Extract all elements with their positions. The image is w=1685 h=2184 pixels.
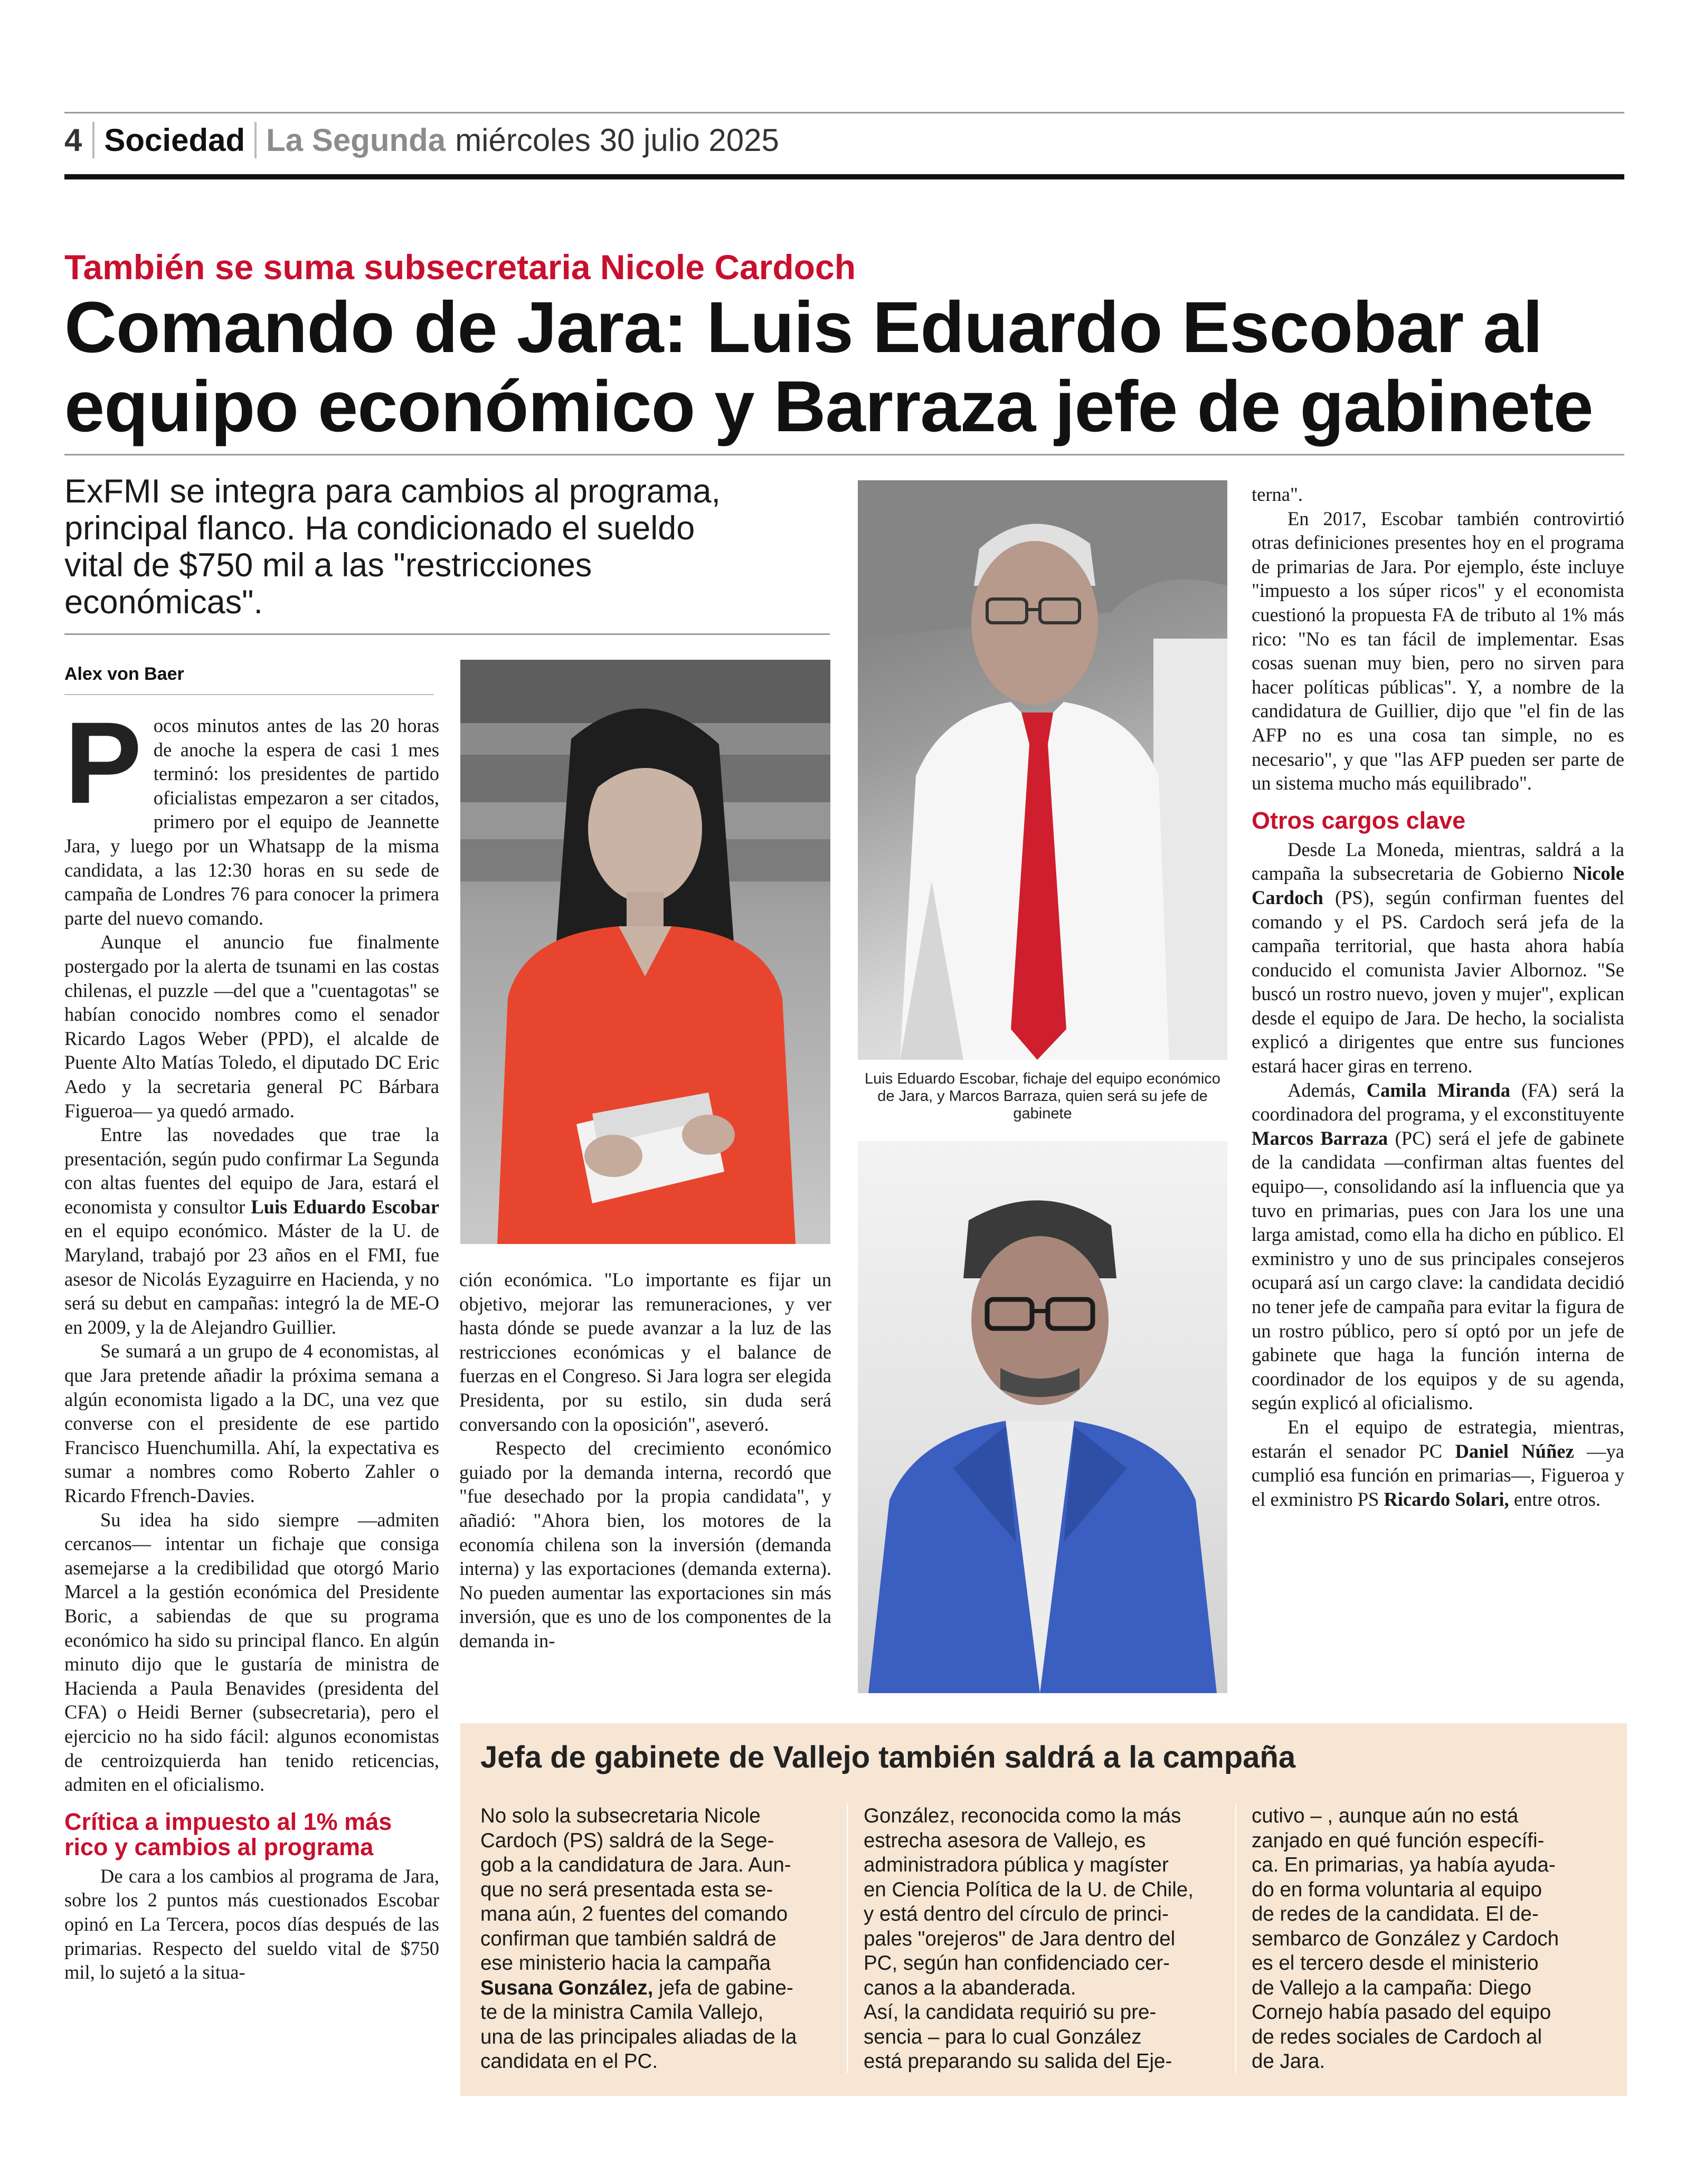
sidebar-line: estrecha asesora de Vallejo, es xyxy=(864,1829,1146,1852)
photo-caption: Luis Eduardo Escobar, fichaje del equipo económico de Jara, y Marcos Barraza, quien será su jefe de gabinete xyxy=(865,1070,1220,1122)
sidebar-line: ca. En primarias, ya había ayuda- xyxy=(1252,1854,1556,1876)
sidebar-line: te de la ministra Camila Vallejo, xyxy=(480,2001,764,2024)
sidebar-line: Susana González, jefa de gabine- xyxy=(480,1976,793,1999)
sidebar-line: gob a la candidatura de Jara. Aun- xyxy=(480,1854,791,1876)
paragraph: ocos minutos antes de las 20 horas de anoche la espera de casi 1 mes terminó: los presidentes de partido oficialistas empezaron a ser citados, primero por el equipo de Jeannette Jara, y luego por un Whatsapp de la misma candidata, a las 12:30 horas en su sede de campaña de Londres 76 para conocer la primera parte del nuevo comando. xyxy=(64,715,439,929)
paragraph: Entre las novedades que trae la presentación, según pudo confirmar La Segunda con altas fuentes del equipo de Jara, estará el economista y consultor Luis Eduardo Escobar en el equipo económico. Máster de la U. de Maryland, trabajó por 23 años en el FMI, fue asesor de Nicolás Eyzaguirre en Hacienda, y no será su debut en campañas: integró la de ME-O en 2009, y la de Alejandro Guillier. xyxy=(64,1124,439,1338)
deck xyxy=(64,473,825,621)
subheading: Otros cargos clave xyxy=(1252,806,1466,834)
sidebar-line: candidata en el PC. xyxy=(480,2050,658,2073)
photo-marcos-barraza xyxy=(858,1141,1227,1693)
article-column-3 xyxy=(1252,482,1624,1511)
sidebar-column-3 xyxy=(1252,1804,1616,2074)
paragraph: En 2017, Escobar también controvirtió otras definiciones presentes hoy en el programa de primarias de Jara. Por ejemplo, éste incluye "impuesto a los súper ricos" y el economista cuestionó la propuesta FA de tributo al 1% más rico: "No es tan fácil de implementar. Esas cosas suenan muy bien, pero no sirven para hacer políticas públicas". Y, a nombre de la candidatura de Guillier, dijo que "el fin de las AFP no es una cosa tan simple, no es necesario", y que "las AFP pueden ser parte de un sistema mucho más equilibrado". xyxy=(1252,507,1624,794)
sidebar-line: ese ministerio hacia la campaña xyxy=(480,1952,771,1974)
sidebar-line: administradora pública y magíster xyxy=(864,1854,1169,1876)
paragraph: Respecto del crecimiento económico guiado por la demanda interna, recordó que "fue desechado por la propia candidata", y añadió: "Ahora bien, los motores de la economía chilena son la inversión (demanda interna) y las exportaciones (demanda externa). No pueden aumentar las exportaciones sin más inversión, que es uno de los componentes de la demanda in- xyxy=(459,1437,831,1651)
bold-name: Susana González, xyxy=(480,1976,654,1999)
sidebar-line: zanjado en qué función específi- xyxy=(1252,1829,1545,1852)
sidebar-line: de redes de la candidata. El de- xyxy=(1252,1903,1539,1925)
sidebar-line: está preparando su salida del Eje- xyxy=(864,2050,1172,2073)
paragraph: Se sumará a un grupo de 4 economistas, al que Jara pretende añadir la próxima semana a algún economista ligado a la DC, una vez que converse con el presidente de ese partido Francisco Huenchumilla. Ahí, la expectativa es sumar a nombres como Roberto Zahler o Ricardo Ffrench-Davies. xyxy=(64,1340,439,1506)
sidebar-line: que no será presentada esta se- xyxy=(480,1878,773,1901)
deck-rule xyxy=(64,633,830,635)
deck-line: económicas". xyxy=(64,584,263,621)
sidebar-line: Cornejo había pasado del equipo xyxy=(1252,2001,1551,2024)
sidebar-line: es el tercero desde el ministerio xyxy=(1252,1952,1539,1974)
paragraph: terna". xyxy=(1252,483,1303,505)
bold-name: Marcos Barraza xyxy=(1252,1127,1388,1149)
byline-rule xyxy=(64,694,434,695)
portrait-man-tie-illustration xyxy=(858,480,1227,1060)
top-rule xyxy=(64,112,1624,113)
page-header xyxy=(64,117,779,163)
paragraph: Aunque el anuncio fue finalmente postergado por la alerta de tsunami en las costas chilenas, el puzzle —del que a "cuentagotas" se habían conocido nombres como el senador Ricardo Lagos Weber (PPD), el alcalde de Puente Alto Matías Toledo, el diputado DC Eric Aedo y la secretaria general PC Bárbara Figueroa— ya quedó armado. xyxy=(64,931,439,1122)
paragraph: En el equipo de estrategia, mientras, estarán el senador PC Daniel Núñez —ya cumplió esa función en primarias—, Figueroa y el exministro PS Ricardo Solari, entre otros. xyxy=(1252,1416,1624,1510)
portrait-man-blue-jacket-illustration xyxy=(858,1141,1227,1693)
paragraph: De cara a los cambios al programa de Jara, sobre los 2 puntos más cuestionados Escobar opinó en La Tercera, pocos días después de las primarias. Respecto del sueldo vital de $750 mil, lo sujetó a la situa- xyxy=(64,1865,439,1983)
sidebar-line: Así, la candidata requirió su pre- xyxy=(864,2001,1157,2024)
sidebar-line: cutivo – , aunque aún no está xyxy=(1252,1805,1519,1827)
headline xyxy=(64,288,1624,447)
sidebar-column-rule xyxy=(847,1804,848,2073)
sidebar-line: de redes sociales de Cardoch al xyxy=(1252,2025,1542,2048)
paragraph: ción económica. "Lo importante es fijar un objetivo, mejorar las remuneraciones, y ver hasta dónde se puede avanzar a la luz de las restricciones económicas y el balance de fuerzas en el Congreso. Si Jara logra ser elegida Presidenta, por su estilo, sin duda será conversando con la oposición", aseveró. xyxy=(459,1269,831,1435)
bold-name: Ricardo Solari, xyxy=(1384,1488,1509,1510)
sidebar-line: PC, según han confidenciado cer- xyxy=(864,1952,1170,1974)
publication-name: La Segunda xyxy=(266,122,446,158)
article-column-2 xyxy=(459,1268,831,1653)
sidebar-column-2 xyxy=(864,1804,1212,2074)
sidebar-line: confirman que también saldrá de xyxy=(480,1927,777,1950)
kicker: También se suma subsecretaria Nicole Cardoch xyxy=(64,248,856,287)
headline-rule xyxy=(64,454,1624,455)
sidebar-line: canos a la abanderada. xyxy=(864,1976,1076,1999)
sidebar-line: en Ciencia Política de la U. de Chile, xyxy=(864,1878,1194,1901)
deck-line: vital de $750 mil a las "restricciones xyxy=(64,547,592,584)
sidebar-line: pales "orejeros" de Jara dentro del xyxy=(864,1927,1176,1950)
issue-date: miércoles 30 julio 2025 xyxy=(455,122,779,158)
sidebar-line: sencia – para lo cual González xyxy=(864,2025,1142,2048)
section-name: Sociedad xyxy=(94,122,257,158)
photo-luis-eduardo-escobar xyxy=(858,480,1227,1060)
paragraph: Además, Camila Miranda (FA) será la coordinadora del programa, y el exconstituyente Marcos Barraza (PC) será el jefe de gabinete de la candidata —confirman altas fuentes del equipo—, consolidando así la influencia que ya tuvo en primarias, pues con Jara los une una larga amistad, como ella ha dicho en público. El exministro y uno de sus principales consejeros ocupará así un cargo clave: la candidata decidió no tener jefe de campaña para evitar la figura de un rostro público, pero sí optó por un jefe de gabinete que haga la función interna de coordinador de los equipos y de su agenda, según explicó al oficialismo. xyxy=(1252,1079,1624,1414)
byline: Alex von Baer xyxy=(64,664,184,684)
bold-name: Camila Miranda xyxy=(1366,1079,1510,1101)
deck-line: ExFMI se integra para cambios al programa, xyxy=(64,473,721,510)
drop-cap: P xyxy=(64,698,142,828)
bold-name: Luis Eduardo Escobar xyxy=(251,1195,439,1218)
sidebar-line: una de las principales aliadas de la xyxy=(480,2025,797,2048)
sidebar-title: Jefa de gabinete de Vallejo también saldrá a la campaña xyxy=(480,1740,1296,1774)
paragraph: Desde La Moneda, mientras, saldrá a la campaña la subsecretaria de Gobierno Nicole Cardoch (PS), según confirman fuentes del comando y el PS. Cardoch será jefa de la campaña territorial, que hasta ahora había conducido el comunista Javier Albornoz. "Se buscó un rostro nuevo, joven y mujer", explican desde el equipo de Jara. De hecho, la socialista explicó a dirigentes que entre sus funciones estará hacer giras en terreno. xyxy=(1252,838,1624,1077)
bold-name: Nicole Cardoch xyxy=(1252,862,1624,908)
headline-line: Comando de Jara: Luis Eduardo Escobar al xyxy=(64,287,1542,368)
headline-line: equipo económico y Barraza jefe de gabinete xyxy=(64,366,1593,447)
page-number: 4 xyxy=(64,122,94,158)
subheading: Crítica a impuesto al 1% más rico y cambios al programa xyxy=(64,1808,392,1860)
sidebar-line: Cardoch (PS) saldrá de la Sege- xyxy=(480,1829,774,1852)
sidebar-line: No solo la subsecretaria Nicole xyxy=(480,1805,761,1827)
sidebar-line: do en forma voluntaria al equipo xyxy=(1252,1878,1542,1901)
sidebar-line: de Vallejo a la campaña: Diego xyxy=(1252,1976,1532,1999)
article-column-1 xyxy=(64,698,439,1984)
sidebar-line: y está dentro del círculo de princi- xyxy=(864,1903,1169,1925)
deck-line: principal flanco. Ha condicionado el sueldo xyxy=(64,510,695,547)
sidebar-line: de Jara. xyxy=(1252,2050,1326,2073)
portrait-woman-illustration xyxy=(460,660,830,1244)
bold-name: Daniel Núñez xyxy=(1455,1440,1574,1462)
sidebar-column-rule xyxy=(1235,1804,1236,2073)
paragraph: Su idea ha sido siempre —admiten cercanos— intentar un fichaje que consiga asemejarse a la credibilidad que otorgó Mario Marcel a la gestión económica del Presidente Boric, a sabiendas de que su programa económico ha sido su principal flanco. En algún minuto dijo que le gustaría de ministra de Hacienda a Paula Benavides (presidenta del CFA) o Heidi Berner (subsecretaria), pero el ejercicio no ha sido fácil: algunos economistas de centroizquierda han tenido reticencias, admiten en el oficialismo. xyxy=(64,1508,439,1796)
sidebar-column-1 xyxy=(480,1804,818,2074)
sidebar-line: sembarco de González y Cardoch xyxy=(1252,1927,1559,1950)
sidebar-line: González, reconocida como la más xyxy=(864,1805,1181,1827)
sidebar-line: mana aún, 2 fuentes del comando xyxy=(480,1903,788,1925)
photo-jeannette-jara xyxy=(460,660,830,1244)
header-rule xyxy=(64,174,1624,179)
